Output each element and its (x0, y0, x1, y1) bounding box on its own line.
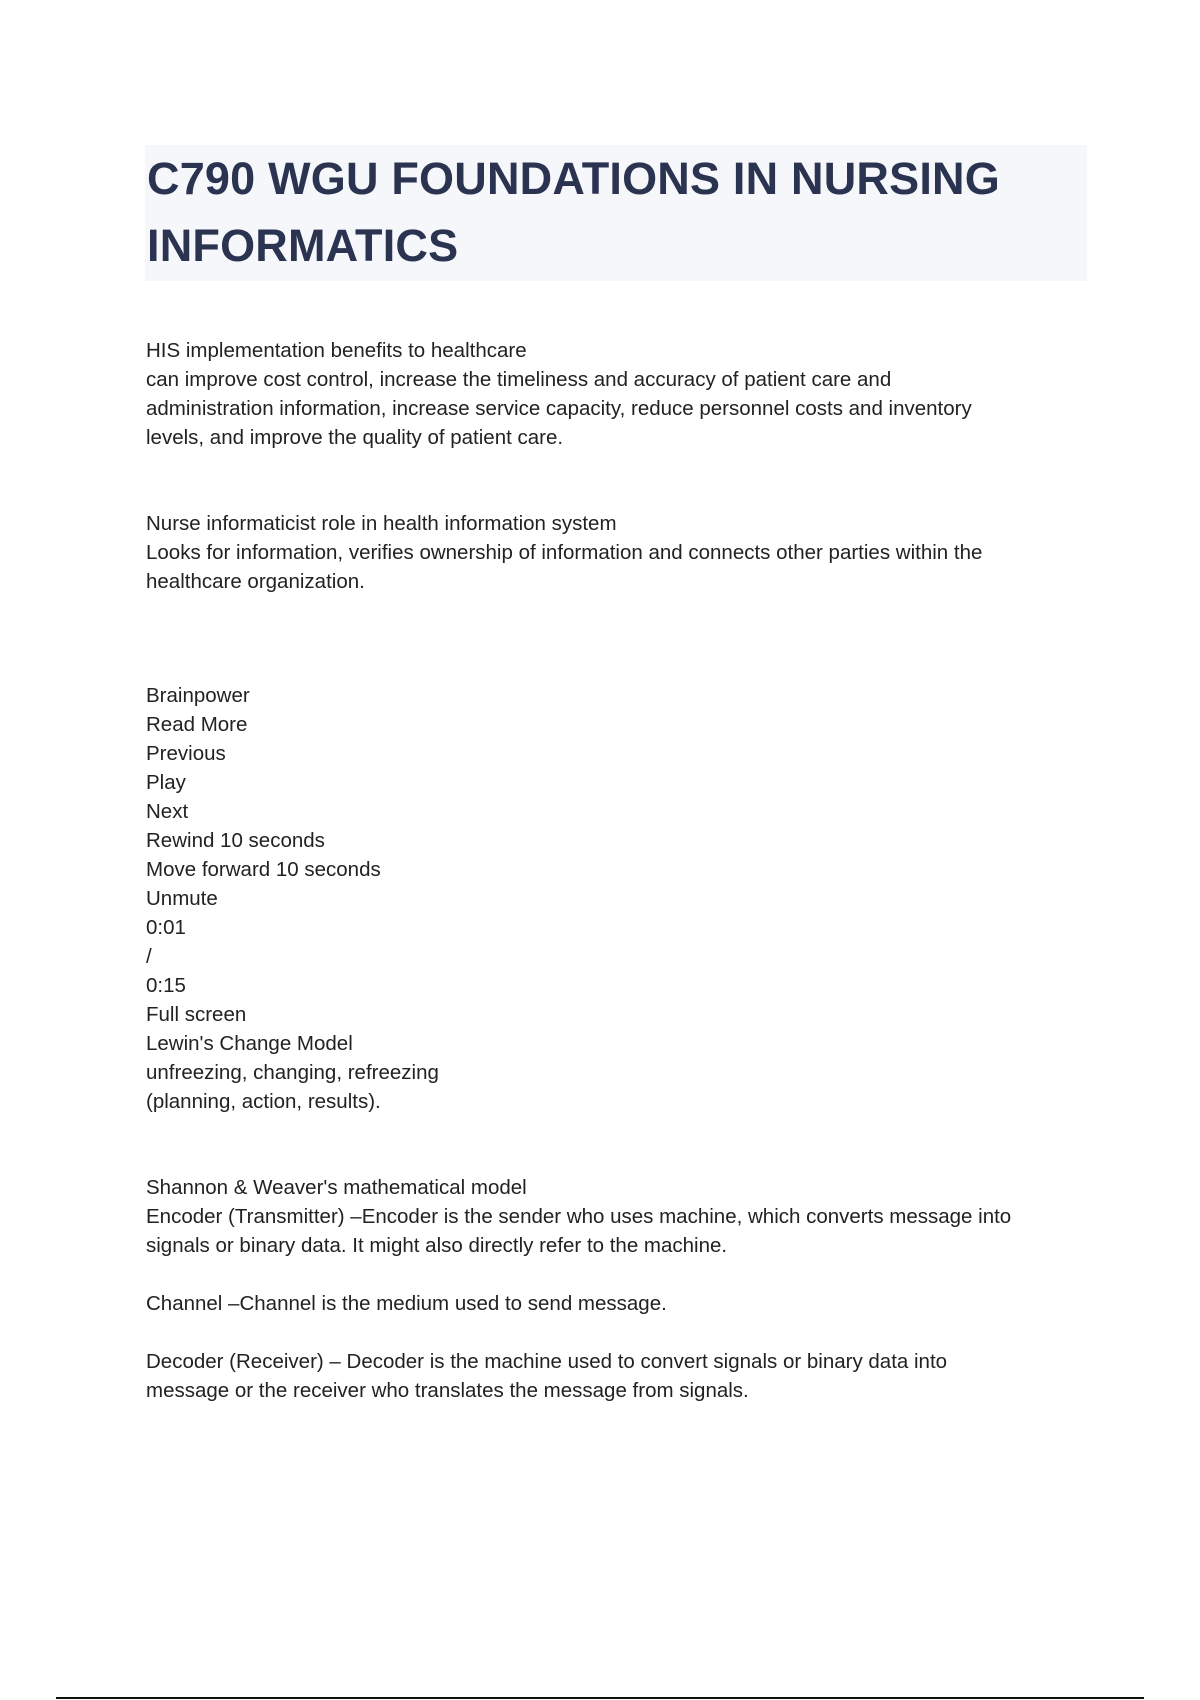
question-text: HIS implementation benefits to healthcare (146, 339, 527, 362)
answer-line: Looks for information, verifies ownership of information and connects other parties within the (146, 541, 983, 564)
answer-line: unfreezing, changing, refreezing (146, 1061, 439, 1084)
next-text: Next (146, 800, 189, 823)
player-brand-text: Brainpower (146, 684, 250, 707)
spacer (146, 1318, 1096, 1347)
unmute-text: Unmute (146, 887, 218, 910)
question-text: Shannon & Weaver's mathematical model (146, 1176, 527, 1199)
qa-item-shannon-weaver (146, 1173, 1096, 1405)
title-banner (145, 145, 1087, 281)
time-separator-text: / (146, 945, 152, 968)
answer-line: can improve cost control, increase the timeliness and accuracy of patient care and (146, 368, 892, 391)
question-text: Nurse informaticist role in health information system (146, 512, 617, 535)
title-line-2: INFORMATICS (147, 220, 459, 271)
answer-line: Decoder (Receiver) – Decoder is the machine used to convert signals or binary data into (146, 1350, 948, 1373)
document-body (146, 336, 1096, 1405)
answer-line: signals or binary data. It might also directly refer to the machine. (146, 1234, 728, 1257)
spacer (146, 452, 1096, 509)
answer-line: Channel –Channel is the medium used to send message. (146, 1292, 667, 1315)
footer-divider (56, 1697, 1144, 1699)
answer-line: levels, and improve the quality of patient care. (146, 426, 564, 449)
embedded-player-text (146, 681, 1096, 1029)
qa-item-lewin (146, 1029, 1096, 1116)
forward-text: Move forward 10 seconds (146, 858, 381, 881)
answer-line: (planning, action, results). (146, 1090, 381, 1113)
answer-line: message or the receiver who translates the message from signals. (146, 1379, 749, 1402)
play-text: Play (146, 771, 186, 794)
previous-text: Previous (146, 742, 226, 765)
qa-item-his-benefits (146, 336, 1096, 452)
rewind-text: Rewind 10 seconds (146, 829, 325, 852)
current-time-text: 0:01 (146, 916, 186, 939)
read-more-text: Read More (146, 713, 248, 736)
full-screen-text: Full screen (146, 1003, 247, 1026)
spacer (146, 1116, 1096, 1173)
duration-text: 0:15 (146, 974, 186, 997)
qa-item-nurse-informaticist (146, 509, 1096, 596)
spacer (146, 1260, 1096, 1289)
question-text: Lewin's Change Model (146, 1032, 353, 1055)
title-line-1: C790 WGU FOUNDATIONS IN NURSING (147, 153, 1000, 204)
spacer (146, 596, 1096, 681)
document-title (147, 145, 1087, 279)
answer-line: healthcare organization. (146, 570, 365, 593)
answer-line: administration information, increase service capacity, reduce personnel costs and inventory (146, 397, 972, 420)
answer-line: Encoder (Transmitter) –Encoder is the sender who uses machine, which converts message into (146, 1205, 1012, 1228)
